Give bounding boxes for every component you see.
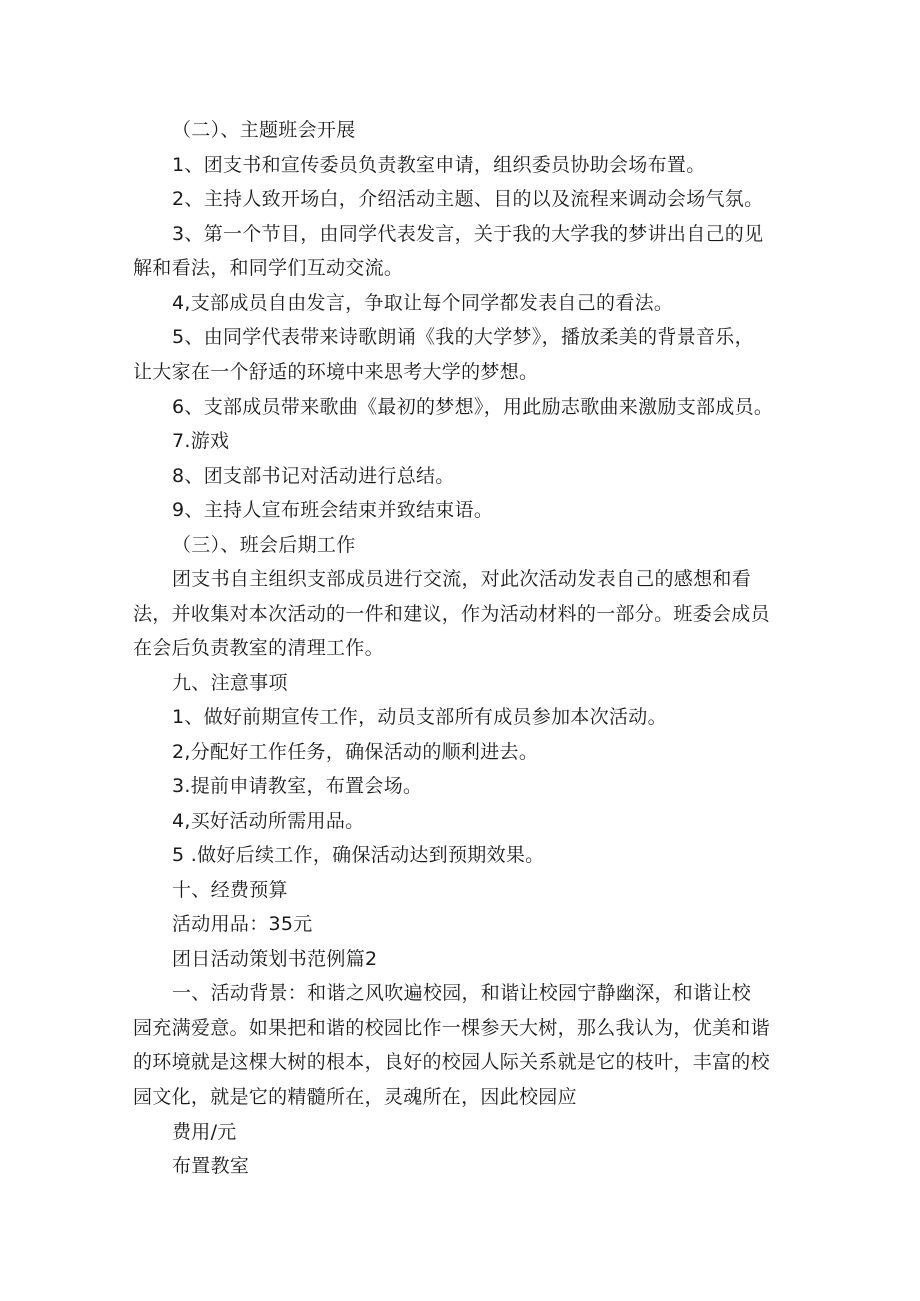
paragraph-line: 1、做好前期宣传工作，动员支部所有成员参加本次活动。 <box>172 706 667 728</box>
paragraph-line: 6、支部成员带来歌曲《最初的梦想》，用此励志歌曲来激励支部成员。 <box>172 396 774 418</box>
table-cell-label: 布置教室 <box>172 1155 250 1177</box>
paragraph-line: 的环境就是这棵大树的根本，良好的校园人际关系就是它的枝叶，丰富的校 <box>133 1051 770 1073</box>
paragraph-line: 团支书自主组织支部成员进行交流，对此次活动发表自己的感想和看 <box>172 568 752 590</box>
paragraph-line: 4,买好活动所需用品。 <box>172 810 365 832</box>
paragraph-line: 1、团支书和宣传委员负责教室申请，组织委员协助会场布置。 <box>172 154 706 176</box>
paragraph-line: 4,支部成员自由发言，争取让每个同学都发表自己的看法。 <box>172 292 674 314</box>
paragraph-line: 让大家在一个舒适的环境中来思考大学的梦想。 <box>133 361 539 383</box>
section-heading: 十、经费预算 <box>172 879 288 901</box>
paragraph-line: 在会后负责教室的清理工作。 <box>133 637 384 659</box>
paragraph-line: 8、团支部书记对活动进行总结。 <box>172 465 455 487</box>
paragraph-line: 5 .做好后续工作，确保活动达到预期效果。 <box>172 844 545 866</box>
paragraph-line: 解和看法，和同学们互动交流。 <box>133 257 404 279</box>
paragraph-line: 2、主持人致开场白，介绍活动主题、目的以及流程来调动会场气氛。 <box>172 188 764 210</box>
paragraph-line: 一、活动背景：和谐之风吹遍校园，和谐让校园宁静幽深，和谐让校 <box>172 982 752 1004</box>
paragraph-line: 活动用品：35元 <box>172 913 313 935</box>
paragraph-line: 3.提前申请教室，布置会场。 <box>172 775 423 797</box>
section-heading: 九、注意事项 <box>172 672 288 694</box>
paragraph-line: 3、第一个节目，由同学代表发言，关于我的大学我的梦讲出自己的见 <box>172 223 764 245</box>
paragraph-line: 2,分配好工作任务，确保活动的顺利进去。 <box>172 741 539 763</box>
article-title: 团日活动策划书范例篇2 <box>172 948 378 970</box>
paragraph-line: 7.游戏 <box>172 430 230 452</box>
paragraph-line: 9、主持人宣布班会结束并致结束语。 <box>172 499 494 521</box>
paragraph-line: 园充满爱意。如果把和谐的校园比作一棵参天大树，那么我认为，优美和谐 <box>133 1017 770 1039</box>
paragraph-line: 法，并收集对本次活动的一件和建议，作为活动材料的一部分。班委会成员 <box>133 603 770 625</box>
table-cell-label: 费用/元 <box>172 1121 237 1143</box>
paragraph-line: 5、由同学代表带来诗歌朗诵《我的大学梦》，播放柔美的背景音乐， <box>172 326 754 348</box>
section-heading: （三）、班会后期工作 <box>172 534 356 556</box>
section-heading: （二）、主题班会开展 <box>172 119 356 141</box>
paragraph-line: 园文化，就是它的精髓所在，灵魂所在，因此校园应 <box>133 1086 577 1108</box>
